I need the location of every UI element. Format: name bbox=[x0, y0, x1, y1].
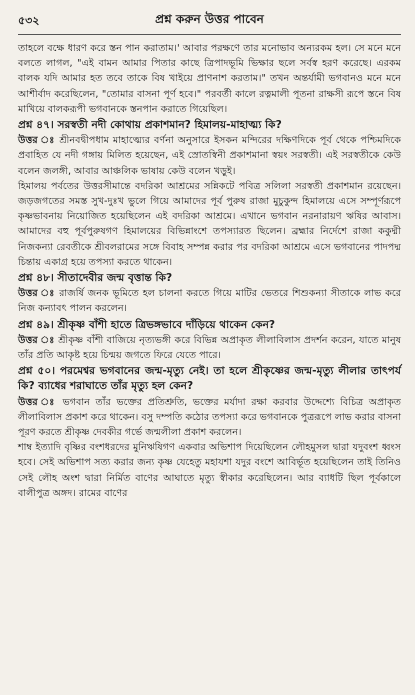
question-50 bbox=[18, 364, 401, 394]
answer-47 bbox=[18, 133, 401, 179]
answer-49 bbox=[18, 333, 401, 363]
question-label: প্রশ্ন ৪৮। bbox=[18, 272, 54, 285]
header-rule bbox=[18, 34, 401, 35]
question-49 bbox=[18, 318, 401, 333]
page-number: ৫৩২ bbox=[18, 13, 40, 27]
answer-text: শ্রীকৃষ্ণ বাঁশী বাজিয়ে নৃত্যভঙ্গী করে বিভিন্ন অপ্রাকৃত লীলাবিলাস প্রদর্শন করেন, যাতে মানুষ তাঁর প্রতি আকৃষ্ট হয়ে চিন্ময় জগতে ফিরে যেতে পারে। bbox=[18, 334, 401, 362]
question-47 bbox=[18, 118, 401, 133]
answer-48 bbox=[18, 286, 401, 316]
question-label: প্রশ্ন ৪৯। bbox=[18, 318, 54, 331]
running-title: প্রশ্ন করুন উত্তর পাবেন bbox=[155, 12, 264, 26]
question-text: সীতাদেবীর জন্ম বৃত্তান্ত কি? bbox=[57, 272, 173, 285]
answer-label: উত্তর ঃ bbox=[18, 288, 56, 300]
question-text: সরস্বতী নদী কোথায় প্রকাশমান? হিমালয়-মাহাত্ম্য কি? bbox=[57, 119, 282, 132]
answer-label: উত্তর ঃ bbox=[18, 396, 57, 408]
page-header bbox=[18, 10, 401, 32]
paragraph-continuation: তাহলে বক্ষে ধারণ করে স্তন পান করাতাম।' আবার পরক্ষণে তার মনোভাব অন্যরকম হল। সে মনে মনে বলতে লাগল, "এই বামন আমার পিতার কাছে ত্রিপাদভূমি ভিক্ষার ছলে সর্বস্ব হরণ করেছে। এরকম বালক যদি আমার হত তবে তাকে বিষ খাইয়ে প্রাণনাশ করতাম।" তখন অন্তর্যামী ভগবানও মনে মনে আশীর্বাদ করেছিলেন, "তোমার বাসনা পূর্ণ হবে।" পরবর্তী কালে রত্নমালী পূতনা রাক্ষসী রূপে স্তনে বিষ মাখিয়ে বালকরূপী ভগবানকে স্তনপান করাতে গিয়েছিল। bbox=[18, 43, 401, 115]
page-body bbox=[18, 41, 401, 501]
paragraph-shamba: শাম্ব ইত্যাদি বৃষ্ণির বংশধরদের মুনিঋষিগণ একবার অভিশাপ দিয়েছিলেন লৌহমুসল দ্বারা যদুবংশ ধ্বংস হবে। সেই অভিশাপ সত্য করার জন্য কৃষ্ণ যেহেতু মহাযশা যদুর বংশে আবির্ভূত হয়েছিলেন তাই তিনিও সেই লৌহ অংশ দ্বারা নির্মিত বাণের আঘাতে মৃত্যু স্বীকার করেছিলেন। আর ব্যাধটি ছিল পূর্বকালে বালীপুত্র অঙ্গদ। রামের বাণের bbox=[18, 442, 401, 499]
answer-text: রাজর্ষি জনক ভূমিতে হল চালনা করতে গিয়ে মাটির ভেতরে শিশুকন্যা সীতাকে লাভ করে নিজ কন্যাবৎ পালন করলেন। bbox=[18, 288, 401, 315]
answer-label: উত্তর ঃ bbox=[18, 334, 55, 346]
question-text: শ্রীকৃষ্ণ বাঁশী হাতে ত্রিভঙ্গভাবে দাঁড়িয়ে থাকেন কেন? bbox=[57, 318, 276, 331]
paragraph-himalaya: হিমালয় পর্বতের উত্তরসীমান্তে বদরিকা আশ্রমের সন্নিকটে পবিত্র সলিলা সরস্বতী প্রকাশমান রয়েছেন। জড়জগতের সমস্ত সুখ-দুঃখ ভুলে গিয়ে আমাদের পূর্ব পুরুষ রাজা মুচুকুন্দ হিমালয়ে এসে সম্পূর্ণরূপে কৃষ্ণভাবনায় নিয়োজিত হয়েছিলেন এই বদরিকা আশ্রমে। এখানে ভগবান নরনারায়ণ ঋষির আবাস। আমাদের বহু পূর্বপুরুষগণ হিমালয়ের বিভিন্নাংশে তপস্যারত ছিলেন। ব্রহ্মার নির্দেশে রাজা ককুদ্মী নিজকন্যা রেবতীকে শ্রীবলরামের সঙ্গে বিবাহ সম্পন্ন করার পর বদরিকা আশ্রমে এসে ভগবানের পাদপদ্ম চিন্তায় একাগ্র হয়ে তপস্যা করতে থাকেন। bbox=[18, 180, 401, 268]
answer-50 bbox=[18, 395, 401, 441]
answer-text: শ্রীনবদ্বীপধাম মাহাত্ম্যের বর্ণনা অনুসারে ইসকন মন্দিরের দক্ষিণদিকে পূর্ব থেকে পশ্চিমদিকে প্রবাহিত যে নদী গঙ্গায় মিলিত হয়েছেন, এই স্রোতস্বিনী প্রকাশমানা স্বয়ং সরস্বতী। এই সরস্বতীকে কেউ বলেন জলঙ্গী, আবার আঞ্চলিক ভাষায় কেউ বলেন খড়ুই। bbox=[18, 135, 401, 177]
question-label: প্রশ্ন ৪৭। bbox=[18, 119, 54, 132]
question-48 bbox=[18, 271, 401, 286]
question-text: পরমেশ্বর ভগবানের জন্ম-মৃত্যু নেই। তা হলে শ্রীকৃষ্ণের জন্ম-মৃত্যু লীলার তাৎপর্য কি? ব্যাধের শরাঘাতে তাঁর মৃত্যু হল কেন? bbox=[18, 365, 401, 393]
answer-label: উত্তর ঃ bbox=[18, 135, 56, 147]
question-label: প্রশ্ন ৫০। bbox=[18, 365, 56, 378]
answer-text: ভগবান তাঁর ভক্তের প্রতিশ্রুতি, ভক্তের মর্যাদা রক্ষা করবার উদ্দেশ্যে বিচিত্র অপ্রাকৃত লীলাবিলাস প্রকাশ করে থাকেন। বসু দম্পতি কঠোর তপস্যা করে ভগবানকে পুত্ররূপে লাভ করার বাসনা পূরণ করতে শ্রীকৃষ্ণ দেবকীর গর্ভে জন্মলীলা প্রকাশ করলেন। bbox=[18, 396, 401, 439]
